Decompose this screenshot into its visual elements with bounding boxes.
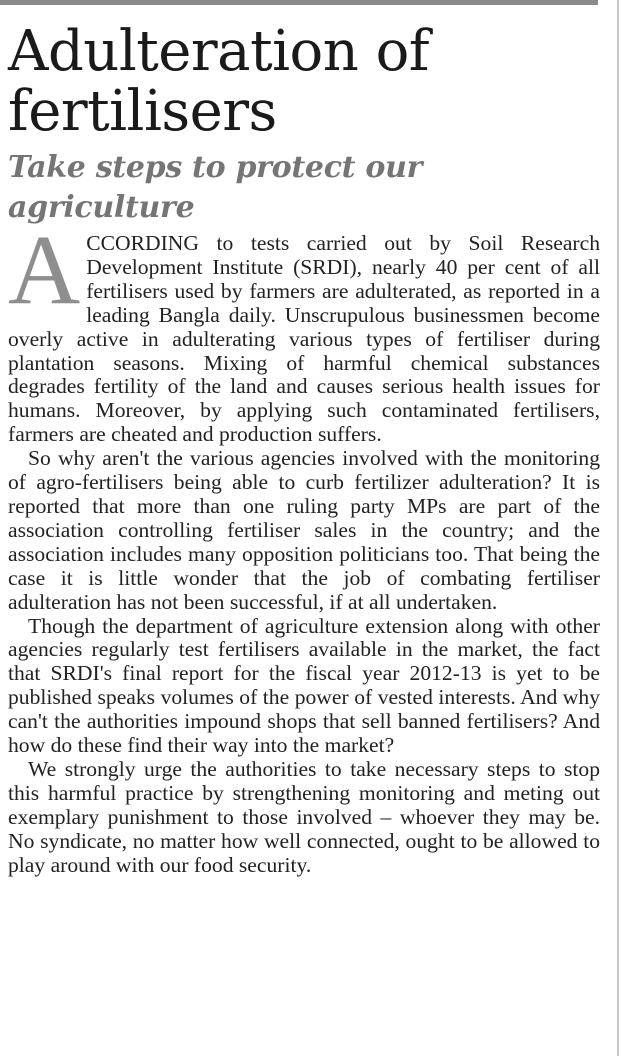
paragraph-2: So why aren't the various agencies involved with the monitoring of agro-fertilisers being able to curb fertilizer adulteration? It is reported that more than one ruling party MPs are part of the association controlling fertiliser sales in the country; and the association includes many opposition politicians too. That being the case it is little wonder that the job of combating fertiliser adulteration has not been successful, if at all undertaken. — [8, 446, 600, 614]
paragraph-4: We strongly urge the authorities to take necessary steps to stop this harmful practice by strengthening monitoring and meting out exemplary punishment to those involved – whoever they may be. No syndicate, no matter how well connected, ought to be allowed to play around with our food security. — [8, 756, 600, 877]
drop-cap: A — [8, 214, 81, 325]
column-border — [617, 0, 619, 1056]
top-rule — [0, 0, 598, 5]
subheadline: Take steps to protect our agriculture — [8, 150, 423, 225]
paragraph-3: Though the department of agriculture extension along with other agencies regularly test fertilisers available in the market, the fact that SRDI's final report for the fiscal year 2012-13 is yet to be published speaks volumes of the power of vested interests. And why can't the authorities impound shops that sell banned fertilisers? And how do these find their way into the market? — [8, 613, 600, 758]
article-body — [8, 214, 600, 877]
headline: Adulteration of fertilisers — [8, 19, 430, 144]
paragraph-1 — [8, 214, 600, 447]
paragraph-1-text: CCORDING to tests carried out by Soil Research Development Institute (SRDI), nearly 40 per cent of all fertilisers used by farmers are adulterated, as reported in a leading Bangla daily. Unscrupulous businessmen become overly active in adulterating various types of fertiliser during plantation seasons. Mixing of harmful chemical substances degrades fertility of the land and causes serious health issues for humans. Moreover, by applying such contaminated fertilisers, farmers are cheated and production suffers. — [8, 231, 600, 447]
editorial-article — [8, 19, 600, 877]
